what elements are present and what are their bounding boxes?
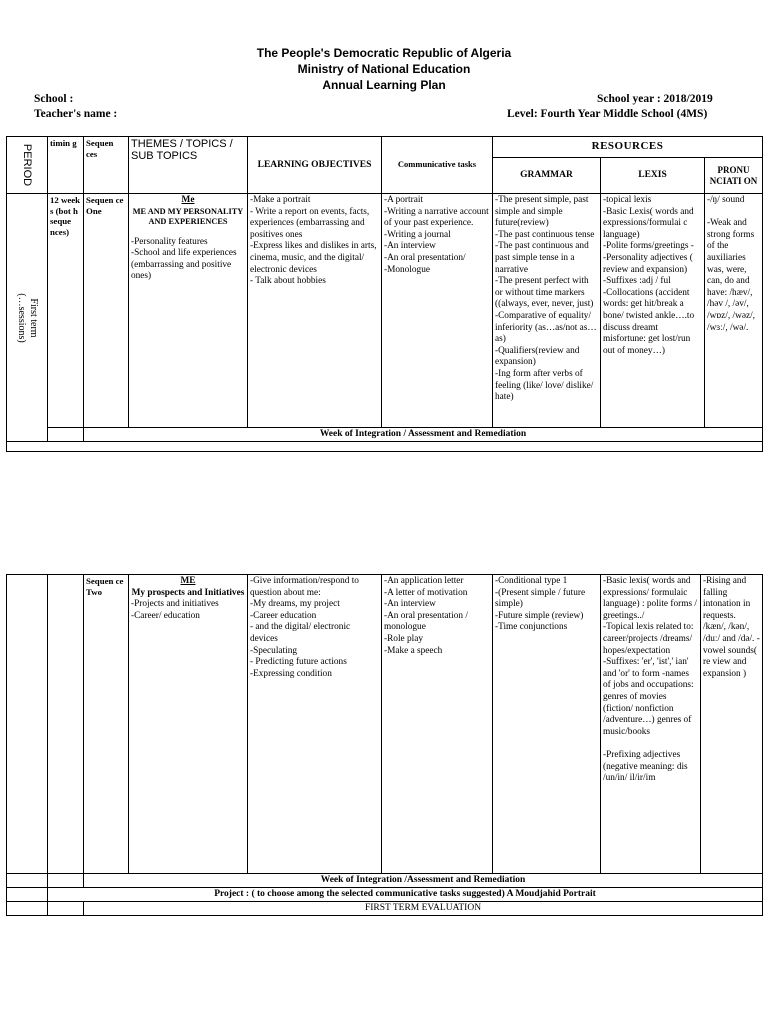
pronunciation-header: PRONU NCIATI ON [705, 158, 763, 194]
tasks-cell-one: -A portrait -Writing a narrative account of your past experience. -Writing a journal -An interview -An oral presentation/ -Monologue [382, 194, 493, 428]
period-header: PERIOD [7, 137, 48, 194]
theme-title-two: ME [180, 576, 196, 586]
topics-list-two: -Projects and initiatives -Career/ education [131, 599, 219, 621]
sequences-header: Sequen ces [84, 137, 129, 194]
grammar-cell-two: -Conditional type 1 -(Present simple / future simple) -Future simple (review) -Time conjunctions [493, 575, 601, 874]
resources-header: RESOURCES [493, 137, 763, 158]
period-cell-two [7, 575, 48, 874]
theme-subtitle-two: My prospects and Initiatives [131, 587, 245, 598]
grammar-header: GRAMMAR [493, 158, 601, 194]
integration-week-one: Week of Integration / Assessment and Remediation [84, 428, 763, 442]
plan-table-sequence-one [6, 136, 763, 452]
level: Level: Fourth Year Middle School (4MS) [507, 108, 708, 120]
tasks-cell-two: -An application letter -A letter of motivation -An interview -An oral presentation / monologue -Role play -Make a speech [382, 575, 493, 874]
first-term-evaluation: FIRST TERM EVALUATION [84, 902, 763, 916]
topics-list: -Personality features -School and life experiences (embarrassing and positive ones) [131, 236, 237, 282]
integration-week-two: Week of Integration /Assessment and Remediation [84, 874, 763, 888]
theme-cell-one [129, 194, 248, 428]
tasks-header: Communicative tasks [382, 137, 493, 194]
lexis-header: LEXIS [601, 158, 705, 194]
sessions-label: (…sessions) [16, 292, 27, 343]
theme-subtitle: ME AND MY PERSONALITY AND EXPERIENCES [132, 206, 244, 226]
spacer-row [7, 442, 763, 452]
plan-table-sequence-two [6, 574, 763, 916]
plan-title: Annual Learning Plan [322, 78, 446, 92]
lexis-cell-two: -Basic lexis( words and expressions/ formulaic language) : polite forms / greetings../ -Topical lexis related to: career/projects /dreams/ hopes/expectation -Suffixes: 'er', 'ist',' ian' and 'or' to form -names of jobs and occupations: genres of movies (fiction/ nonfiction /adventure…) genres of music/books -Prefixing adjectives (negative meaning: dis /un/in/ il/ir/im [601, 575, 701, 874]
pronunciation-cell-one: -/ŋ/ sound -Weak and strong forms of the auxiliaries was, were, can, do and have: /hæv/, /həv /, /əv/, /wɒz/, /wəz/, /wɜː/, /wə/. [705, 194, 763, 428]
sequence-one-cell: Sequen ce One [84, 194, 129, 428]
objectives-header: LEARNING OBJECTIVES [248, 137, 382, 194]
first-term-cell [7, 194, 48, 442]
school-year: School year : 2018/2019 [597, 93, 713, 105]
country-title: The People's Democratic Republic of Algeria [256, 46, 512, 60]
pronunciation-cell-two: -Rising and falling intonation in requests. /kæn/, /kən/, /duː/ and /də/. -vowel sounds( re view and expansion ) [701, 575, 763, 874]
school-label: School : [34, 93, 74, 105]
grammar-cell-one: -The present simple, past simple and simple future(review) -The past continuous tense -The past continuous and past simple tense in a narrative -The present perfect with or without time markers ((always, ever, never, just) -Comparative of equality/ inferiority (as…as/not as…as) -Qualifiers(review and expansion) -Ing form after verbs of feeling (like/ love/ dislike/ hate) [493, 194, 601, 428]
objectives-cell-two: -Give information/respond to question about me: -My dreams, my project -Career education - and the digital/ electronic devices -Speculating - Predicting future actions -Expressing condition [248, 575, 382, 874]
objectives-cell-one: -Make a portrait - Write a report on events, facts, experiences (embarrassing and positives ones -Express likes and dislikes in arts, cinema, music, and the digital/ electronic devices - Talk about hobbies [248, 194, 382, 428]
themes-header: THEMES / TOPICS / SUB TOPICS [129, 137, 248, 194]
theme-cell-two [129, 575, 248, 874]
sequence-two-cell: Sequen ce Two [84, 575, 129, 874]
timing-header: timin g [48, 137, 84, 194]
ministry-title: Ministry of National Education [297, 62, 471, 76]
teacher-label: Teacher's name : [34, 108, 118, 120]
first-term-label: First term [28, 297, 39, 338]
lexis-cell-one: -topical lexis -Basic Lexis( words and expressions/formulai c language) -Polite forms/greetings - -Personality adjectives ( review and expansion) -Suffixes :adj / ful -Collocations (accident words: get hit/break a bone/ twisted ankle….to discuss dreamt misfortune: get lost/run out of money…) [601, 194, 705, 428]
theme-title: Me [181, 195, 195, 205]
timing-cell: 12 week s (bot h seque nces) [48, 194, 84, 428]
timing-cell-two [48, 575, 84, 874]
project-row: Project : ( to choose among the selected communicative tasks suggested) A Moudjahid Portrait [48, 888, 763, 902]
